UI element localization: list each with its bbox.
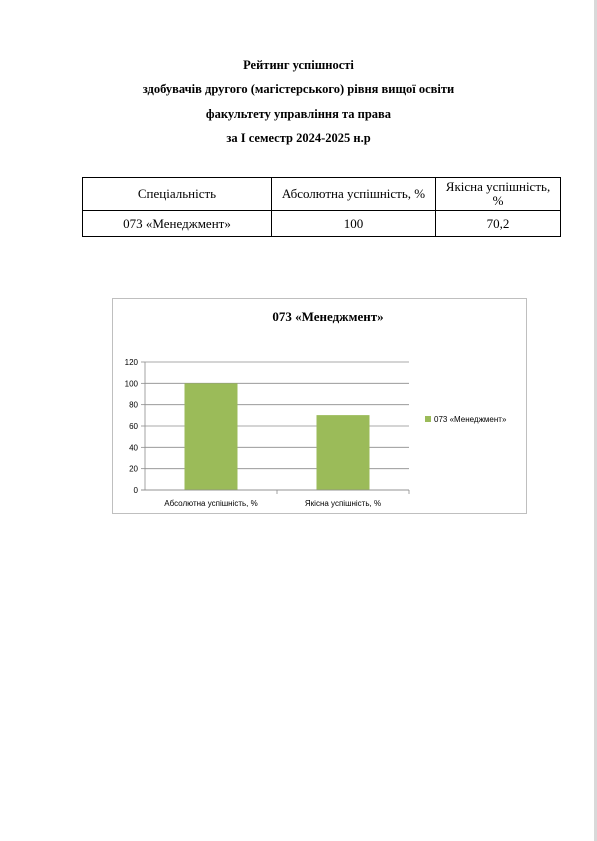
cell-quality: 70,2 [436, 211, 561, 237]
legend-swatch [425, 416, 431, 422]
chart-canvas [113, 299, 526, 513]
table-row [83, 211, 561, 237]
chart-title: 073 «Менеджмент» [272, 309, 384, 324]
bar [317, 415, 370, 490]
y-tick-label: 40 [129, 443, 138, 453]
x-tick-label: Якісна успішність, % [304, 499, 382, 508]
bar [185, 383, 238, 490]
heading-line-4: за І семестр 2024-2025 н.р [226, 131, 371, 145]
y-tick-label: 120 [124, 358, 138, 367]
cell-absolute: 100 [272, 211, 436, 237]
y-tick-label: 80 [129, 400, 138, 410]
y-tick-label: 100 [124, 379, 138, 389]
table-header-row [83, 178, 561, 211]
bar-chart [112, 298, 527, 514]
heading-line-1: Рейтинг успішності [243, 58, 354, 72]
header-cell-specialty: Спеціальність [83, 178, 272, 211]
grades-table [82, 177, 561, 237]
header-cell-quality: Якісна успішність, % [436, 178, 561, 211]
x-tick-label: Абсолютна успішність, % [164, 499, 258, 508]
y-tick-label: 20 [129, 464, 138, 474]
y-tick-label: 60 [129, 422, 138, 431]
heading-line-3: факультету управління та права [205, 107, 392, 121]
header-cell-absolute: Абсолютна успішність, % [272, 178, 436, 211]
y-tick-label: 0 [133, 486, 138, 495]
legend-label: 073 «Менеджмент» [434, 415, 507, 424]
cell-specialty: 073 «Менеджмент» [83, 211, 272, 237]
heading-line-2: здобувачів другого (магістерського) рівня вищої освіти [142, 82, 455, 96]
